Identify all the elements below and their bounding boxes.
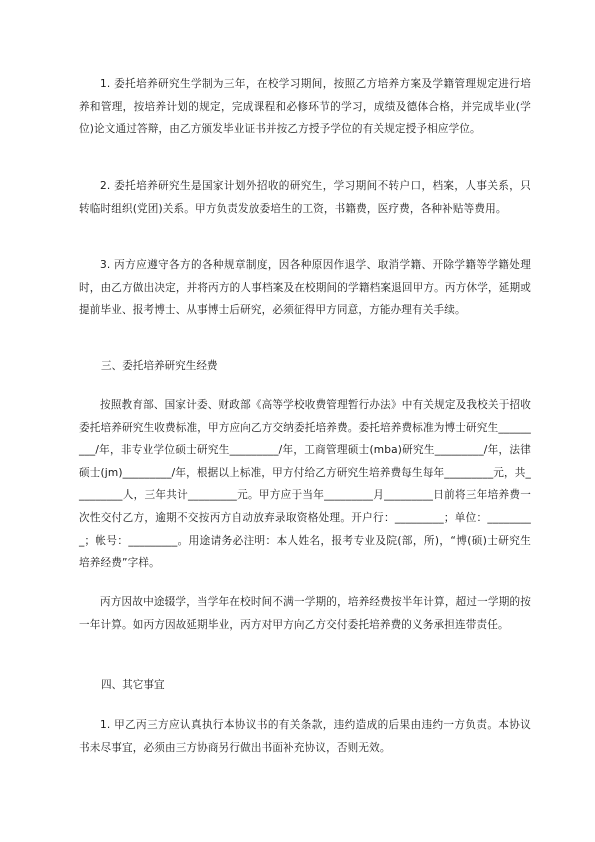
paragraph-dropout-fees: 丙方因故中途辍学，当学年在校时间不满一学期的，培养经费按半年计算，超过一学期的按一年计算。如丙方因故延期毕业，丙方对甲方向乙方交付委托培养费的义务承担连带责任。 [79,596,531,631]
paragraph-fee-standards: 按照教育部、国家计委、财政部《高等学校收费管理暂行办法》中有关规定及我校关于招收委托培养研究生收费标准，甲方应向乙方交纳委托培养费。委托培养费标准为博士研究生_________/年，非专业学位硕士研究生_________/年，工商管理硕士(mba)研究生_________/年，法律硕士(jm)_________/年，根据以上标准，甲方付给乙方研究生培养费每生每年_________元，共_________人，三年共计_________元。甲方应于当年_________月_________日前将三年培养费一次性交付乙方，逾期不交按丙方自动放弃录取资格处理。开户行：_________；单位：_________；帐号：_________。用途请务必注明：本人姓名，报考专业及院(部，所)，“博(硕)士研究生培养经费”字样。 [79,399,531,570]
section-heading-other-matters: 四、其它事宜 [101,679,165,691]
paragraph-enrollment-status: 2. 委托培养研究生是国家计划外招收的研究生，学习期间不转户口，档案，人事关系，只转临时组织(党团)关系。甲方负责发放委培生的工资，书籍费，医疗费，各种补贴等费用。 [79,180,531,215]
paragraph-regulations: 3. 丙方应遵守各方的各种规章制度，因各种原因作退学、取消学籍、开除学籍等学籍处理时，由乙方做出决定，并将丙方的人事档案及在校期间的学籍档案退回甲方。丙方休学，延期或提前毕业、报考博士、从事博士后研究，必须征得甲方同意，方能办理有关手续。 [79,259,531,317]
paragraph-agreement-execution: 1. 甲乙丙三方应认真执行本协议书的有关条款，违约造成的后果由违约一方负责。本协议书未尽事宜，必须由三方协商另行做出书面补充协议，否则无效。 [79,719,531,754]
section-heading-funding: 三、委托培养研究生经费 [101,360,218,372]
paragraph-study-duration: 1. 委托培养研究生学制为三年，在校学习期间，按照乙方培养方案及学籍管理规定进行培养和管理，按培养计划的规定，完成课程和必修环节的学习，成绩及德体合格，并完成毕业(学位)论文通过答辩，由乙方颁发毕业证书并按乙方授予学位的有关规定授予相应学位。 [79,78,531,136]
